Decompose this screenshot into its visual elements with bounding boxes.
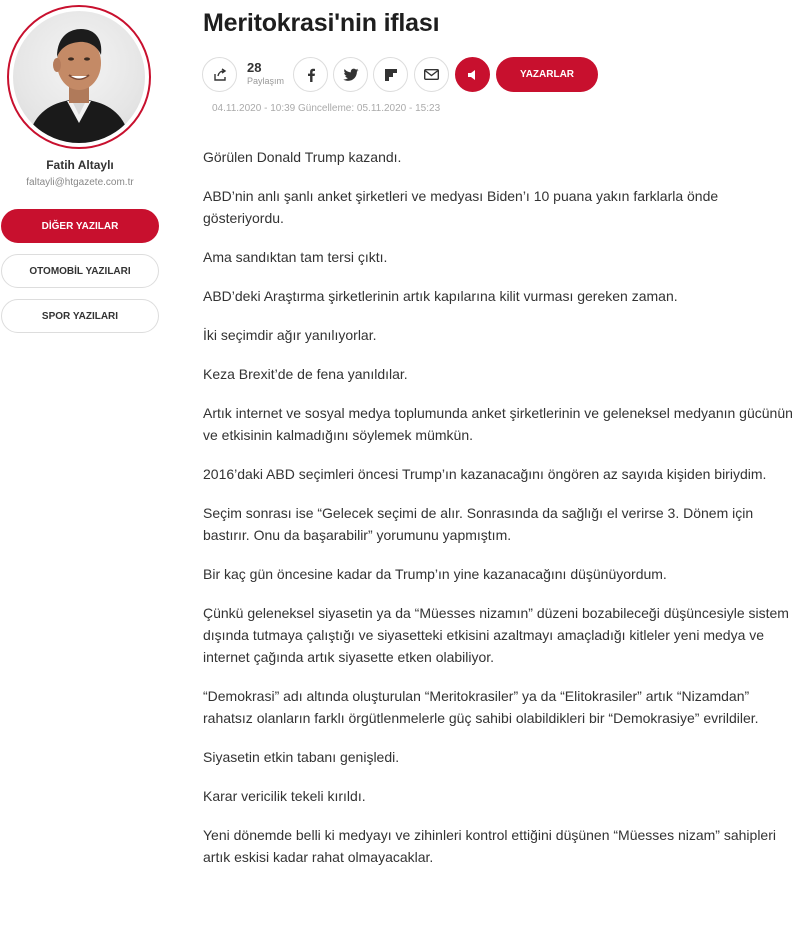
article-paragraph: 2016’daki ABD seçimleri öncesi Trump’ın kazanacağını öngören az sayıda kişiden biriydim. xyxy=(203,466,767,482)
writers-button[interactable]: YAZARLAR xyxy=(496,57,598,92)
article-paragraph: Yeni dönemde belli ki medyayı ve zihinleri kontrol ettiğini düşünen “Müesses nizam” sahipleri artık eskisi kadar rahat olmayacaklar. xyxy=(203,827,776,865)
article-paragraph: ABD’nin anlı şanlı anket şirketleri ve medyası Biden’ı 10 puana yakın farklarla önde gösteriyordu. xyxy=(203,188,719,226)
twitter-share-button[interactable] xyxy=(333,57,368,92)
article-paragraph: İki seçimdir ağır yanılıyorlar. xyxy=(203,327,377,343)
speaker-icon xyxy=(467,69,479,81)
flipboard-icon xyxy=(385,69,397,81)
article-paragraph: Karar vericilik tekeli kırıldı. xyxy=(203,788,366,804)
author-photo xyxy=(13,11,145,143)
share-count-number: 28 xyxy=(247,60,262,75)
email-icon xyxy=(424,69,439,80)
article-paragraph: ABD’deki Araştırma şirketlerinin artık kapılarına kilit vurması gereken zaman. xyxy=(203,288,678,304)
publish-dates: 04.11.2020 - 10:39 Güncelleme: 05.11.2020 - 15:23 xyxy=(212,103,441,114)
twitter-icon xyxy=(343,68,359,82)
author-email[interactable]: faltayli@htgazete.com.tr xyxy=(26,177,134,188)
article-paragraph: Çünkü geleneksel siyasetin ya da “Müesses nizamın” düzeni bozabileceği düşüncesiyle sistem dışında tutmaya çalıştığı ve siyasetteki etkisini azaltmayı amaçladığı kitleler yeni medya ve internet çağında artık siyasette etken olabiliyor. xyxy=(203,605,789,665)
author-avatar-ring[interactable] xyxy=(7,5,151,149)
article-paragraph: Siyasetin etkin tabanı genişledi. xyxy=(203,749,400,765)
article-paragraph: “Demokrasi” adı altında oluşturulan “Meritokrasiler” ya da “Elitokrasiler” artık “Nizamdan” rahatsız olanların farklı örgütlenmelerle güç sahibi olabildikleri bir “Demokrasiye” evrildiler. xyxy=(203,688,759,726)
article-paragraph: Görülen Donald Trump kazandı. xyxy=(203,149,402,165)
email-share-button[interactable] xyxy=(414,57,449,92)
facebook-icon xyxy=(305,68,317,82)
article-paragraph: Ama sandıktan tam tersi çıktı. xyxy=(203,249,388,265)
article-paragraph: Artık internet ve sosyal medya toplumunda anket şirketlerinin ve geleneksel medyanın gücünün ve etkisinin kalmadığını söylemek mümkün. xyxy=(203,405,793,443)
article-title: Meritokrasi'nin iflası xyxy=(203,9,440,37)
author-name[interactable]: Fatih Altaylı xyxy=(46,158,114,172)
flipboard-share-button[interactable] xyxy=(373,57,408,92)
author-avatar xyxy=(13,11,145,143)
listen-article-button[interactable] xyxy=(455,57,490,92)
article-paragraph: Seçim sonrası ise “Gelecek seçimi de alır. Sonrasında da sağlığı el verirse 3. Dönem için bastırır. Onu da başarabilir” yorumunu yapmıştım. xyxy=(203,505,754,543)
article-paragraph: Bir kaç gün öncesine kadar da Trump’ın yine kazanacağını düşünüyordum. xyxy=(203,566,667,582)
automobile-articles-button[interactable]: OTOMOBİL YAZILARI xyxy=(1,254,159,288)
share-icon xyxy=(213,68,227,82)
share-count xyxy=(247,61,287,87)
article-paragraph: Keza Brexit’de de fena yanıldılar. xyxy=(203,366,408,382)
share-count-label: Paylaşım xyxy=(247,76,285,86)
share-button[interactable] xyxy=(202,57,237,92)
article-body xyxy=(203,146,793,885)
sport-articles-button[interactable]: SPOR YAZILARI xyxy=(1,299,159,333)
share-toolbar xyxy=(202,57,802,93)
other-articles-button[interactable]: DİĞER YAZILAR xyxy=(1,209,159,243)
facebook-share-button[interactable] xyxy=(293,57,328,92)
